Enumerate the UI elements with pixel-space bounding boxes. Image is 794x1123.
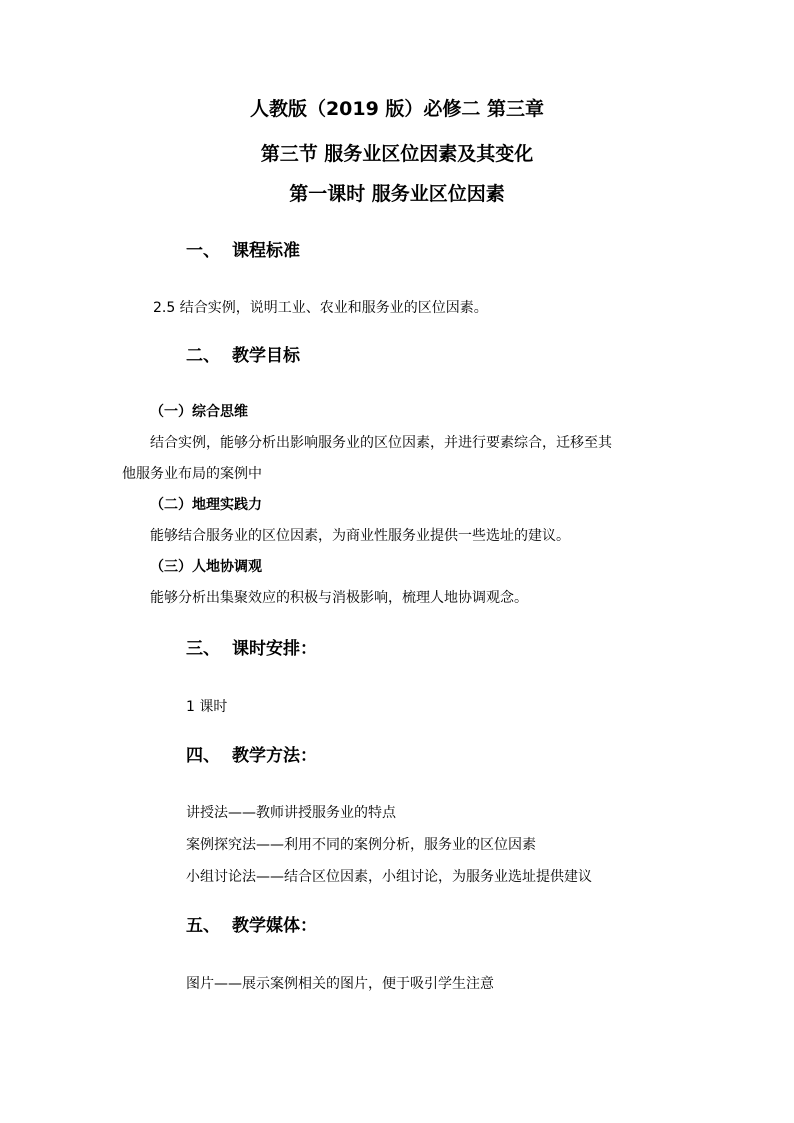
section-2-sub-3: （三）人地协调观 (150, 559, 262, 575)
section-4-item: 案例探究法——利用不同的案例分析，服务业的区位因素 (186, 837, 536, 853)
doc-title-line-1: 人教版（2019 版）必修二 第三章 (249, 98, 545, 120)
section-5-heading (186, 915, 317, 937)
section-1-title: 课程标准 (232, 241, 300, 261)
section-3-body: 1 课时 (186, 699, 228, 715)
section-2-number: 二、 (186, 346, 220, 366)
section-2-sub-3-line-1: 能够分析出集聚效应的积极与消极影响，梳理人地协调观念。 (150, 590, 528, 606)
section-2-sub-1-line-1: 结合实例，能够分析出影响服务业的区位因素，并进行要素综合，迁移至其 (150, 435, 612, 451)
doc-title-line-2: 第三节 服务业区位因素及其变化 (260, 143, 534, 165)
section-2-heading (186, 345, 300, 367)
section-2-sub-2: （二）地理实践力 (150, 497, 262, 513)
section-5-title: 教学媒体： (232, 916, 317, 936)
section-4-number: 四、 (186, 746, 220, 766)
section-4-item: 小组讨论法——结合区位因素，小组讨论，为服务业选址提供建议 (186, 869, 592, 885)
section-5-body: 图片——展示案例相关的图片，便于吸引学生注意 (186, 976, 494, 992)
section-1-heading (186, 240, 300, 262)
section-4-heading (186, 745, 317, 767)
section-2-sub-1-line-2: 他服务业布局的案例中 (122, 466, 262, 482)
section-3-title: 课时安排： (232, 639, 317, 659)
section-3-number: 三、 (186, 639, 220, 659)
section-5-number: 五、 (186, 916, 220, 936)
section-2-sub-2-line-1: 能够结合服务业的区位因素，为商业性服务业提供一些选址的建议。 (150, 528, 570, 544)
section-2-sub-1: （一）综合思维 (150, 404, 248, 420)
section-1-body: 2.5 结合实例，说明工业、农业和服务业的区位因素。 (153, 300, 488, 316)
section-2-title: 教学目标 (232, 346, 300, 366)
section-4-item: 讲授法——教师讲授服务业的特点 (186, 805, 396, 821)
section-1-number: 一、 (186, 241, 220, 261)
doc-title-line-3: 第一课时 服务业区位因素 (289, 183, 505, 205)
section-3-heading (186, 638, 317, 660)
section-4-title: 教学方法： (232, 746, 317, 766)
